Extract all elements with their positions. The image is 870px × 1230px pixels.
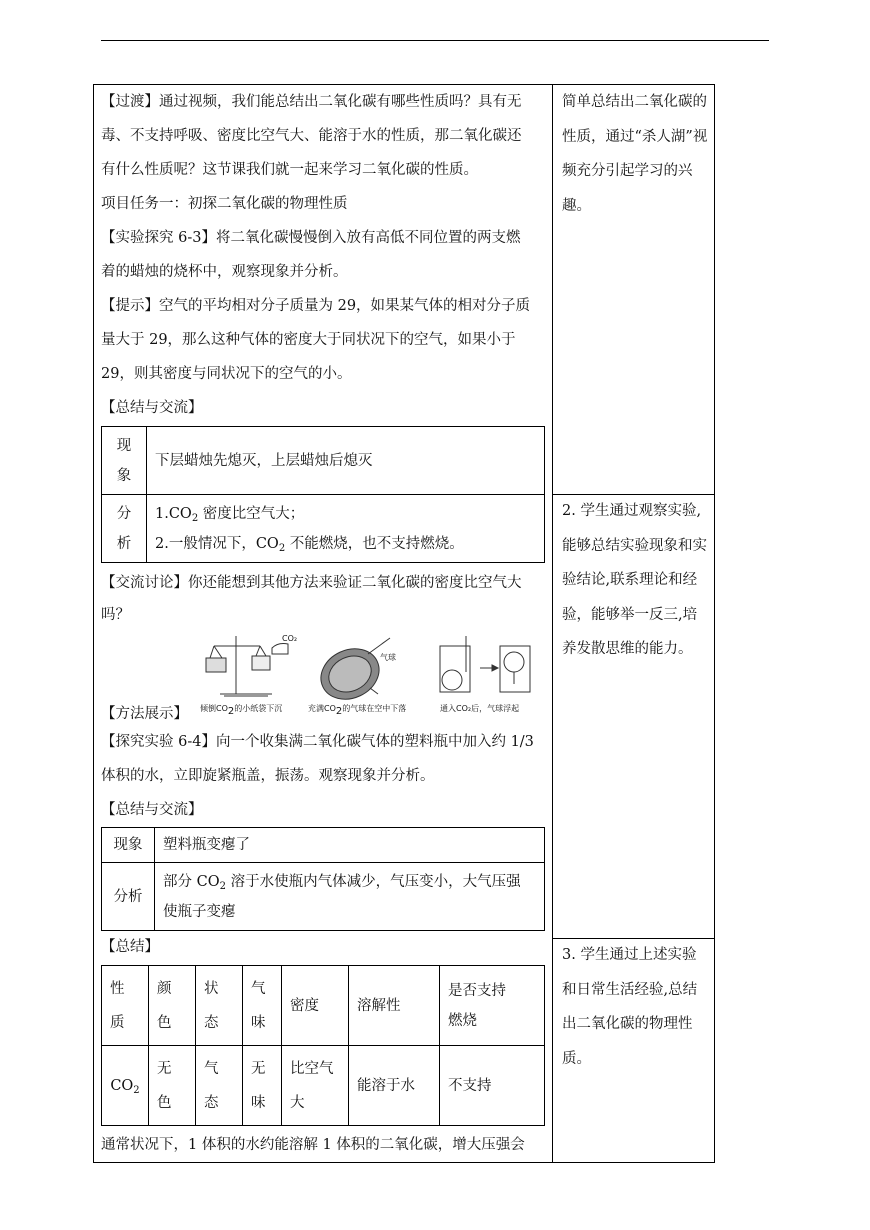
phenomenon-analysis-table-1 <box>101 426 545 563</box>
co2-properties-table <box>101 965 545 1126</box>
experiment-6-4-line-1: 【探究实验 6-4】向一个收集满二氧化碳气体的塑料瓶中加入约 1/3 <box>101 734 534 750</box>
transition-line-1: 【过渡】通过视频，我们能总结出二氧化碳有哪些性质吗？具有无 <box>101 94 522 110</box>
co2-label: CO₂ <box>282 634 298 643</box>
row-co2-solubility: 能溶于水 <box>349 1046 440 1126</box>
col-odor: 气 味 <box>243 966 282 1046</box>
t1-analysis-value: $1.CO_2$ 密度比空气大； 2.一般情况下，$CO_2$ 不能燃烧，也不支持燃烧。 <box>147 495 545 563</box>
t2-header-phenomenon: 现象 <box>102 828 155 863</box>
transition-line-2: 毒、不支持呼吸、密度比空气大、能溶于水的性质，那二氧化碳还 <box>101 128 522 144</box>
fig1-caption: 倾倒$CO_2$的小纸袋下沉 <box>200 704 283 717</box>
row-co2-combustion: 不支持 <box>440 1046 545 1126</box>
col-density: 密度 <box>282 966 349 1046</box>
row-co2-odor: 无 味 <box>243 1046 282 1126</box>
method-heading: 【方法展示】 <box>101 706 188 722</box>
column-divider <box>552 84 553 1163</box>
row-co2-state: 气 态 <box>196 1046 243 1126</box>
fig2-caption: 充满$CO_2$的气球在空中下落 <box>308 704 407 717</box>
summary-heading-2: 【总结与交流】 <box>101 802 203 818</box>
experiment-6-3-line-2: 着的蜡烛的烧杯中，观察现象并分析。 <box>101 264 348 280</box>
transition-line-3: 有什么性质呢？这节课我们就一起来学习二氧化碳的性质。 <box>101 162 478 178</box>
discussion-line-2: 吗？ <box>101 607 130 623</box>
intent-note-3: 3. 学生通过上述实验和日常生活经验,总结出二氧化碳的物理性质。 <box>562 947 698 1067</box>
balloon-label: 气球 <box>380 653 396 662</box>
col-property: 性 质 <box>102 966 149 1046</box>
row-co2-density: 比空气 大 <box>282 1046 349 1126</box>
intent-note-1: 简单总结出二氧化碳的性质，通过“杀人湖”视频充分引起学习的兴趣。 <box>562 94 708 214</box>
balance-figure <box>206 636 288 696</box>
col-combustion: 是否支持 燃烧 <box>440 966 545 1046</box>
experiment-6-3-line-1: 【实验探究 6-3】将二氧化碳慢慢倒入放有高低不同位置的两支燃 <box>101 230 521 246</box>
hint-line-1: 【提示】空气的平均相对分子质量为 29，如果某气体的相对分子质 <box>101 298 531 314</box>
col-color: 颜 色 <box>149 966 196 1046</box>
col-state: 状 态 <box>196 966 243 1046</box>
t2-phenomenon-value: 塑料瓶变瘪了 <box>155 828 545 863</box>
t2-analysis-value: 部分 $CO_2$ 溶于水使瓶内气体减少，气压变小，大气压强 使瓶子变瘪 <box>155 863 545 931</box>
summary-heading-3: 【总结】 <box>101 939 159 955</box>
row-co2-name: $CO_2$ <box>102 1046 149 1126</box>
summary-heading-1: 【总结与交流】 <box>101 400 203 416</box>
experiment-6-4-line-2: 体积的水，立即旋紧瓶盖，振荡。观察现象并分析。 <box>101 768 435 784</box>
phenomenon-analysis-table-2 <box>101 827 545 931</box>
t2-header-analysis: 分析 <box>102 863 155 931</box>
intent-note-2: 2. 学生通过观察实验,能够总结实验现象和实验结论,联系理论和经验，能够举一反三,培养发散思维的能力。 <box>562 503 707 657</box>
project-task-title: 项目任务一：初探二氧化碳的物理性质 <box>101 196 348 212</box>
header-rule <box>101 40 769 41</box>
discussion-line-1: 【交流讨论】你还能想到其他方法来验证二氧化碳的密度比空气大 <box>101 575 522 591</box>
hint-line-2: 量大于 29，那么这种气体的密度大于同状况下的空气，如果小于 <box>101 332 516 348</box>
fig3-caption: 通入CO₂后，气球浮起 <box>440 704 520 713</box>
col-solubility: 溶解性 <box>349 966 440 1046</box>
row-co2-color: 无 色 <box>149 1046 196 1126</box>
closing-line: 通常状况下，1 体积的水约能溶解 1 体积的二氧化碳，增大压强会 <box>101 1137 525 1153</box>
t1-header-phenomenon: 现 象 <box>102 427 147 495</box>
hint-line-3: 29，则其密度与同状况下的空气的小。 <box>101 366 352 382</box>
beaker-figure <box>440 636 530 692</box>
t1-header-analysis: 分 析 <box>102 495 147 563</box>
t1-phenomenon-value: 下层蜡烛先熄灭，上层蜡烛后熄灭 <box>147 427 545 495</box>
